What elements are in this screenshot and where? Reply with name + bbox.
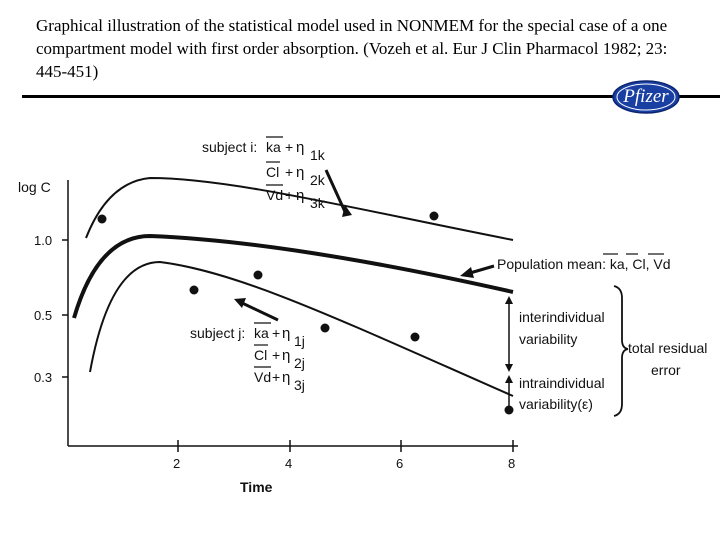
range-arrowhead	[505, 296, 513, 304]
observation-point	[98, 215, 107, 224]
subject-i-label: subject i:	[202, 139, 258, 155]
param-vd: Vd	[254, 369, 272, 385]
subject-j-arrow	[240, 302, 278, 320]
observation-point	[505, 406, 514, 415]
param-vd: Vd	[266, 187, 284, 203]
slide-title: Graphical illustration of the statistical model used in NONMEM for the special case of a one compartment model with first order absorption. (Vozeh et al. Eur J Clin Pharmacol 1982; 23: 445-451)	[36, 16, 668, 81]
y-tick-label: 0.3	[34, 370, 53, 385]
subject-i-annotation	[202, 137, 326, 211]
plus-sign: +	[272, 347, 281, 363]
eta-symbol: η	[282, 325, 291, 342]
x-tick-label: 2	[173, 456, 181, 471]
eta-subscript: 1j	[294, 333, 305, 349]
eta-subscript: 3j	[294, 377, 305, 393]
interindividual-label-line-2: variability	[519, 331, 578, 347]
population-mean-arrowhead	[460, 267, 474, 278]
x-axis-label: Time	[240, 479, 273, 495]
param-ka: ka	[266, 139, 281, 155]
eta-subscript: 1k	[310, 147, 325, 163]
observation-point	[430, 212, 439, 221]
y-tick-label: 1.0	[34, 233, 53, 248]
eta-subscript: 2j	[294, 355, 305, 371]
nonmem-model-diagram	[0, 110, 720, 510]
param-cl: Cl	[254, 347, 268, 363]
observation-point	[254, 271, 263, 280]
intraindividual-label-line-2: variability(ε)	[519, 396, 593, 412]
subject-j-annotation	[190, 323, 305, 393]
intraindividual-label-line-1: intraindividual	[519, 375, 605, 391]
plus-sign: +	[285, 139, 294, 155]
observation-point	[321, 324, 330, 333]
total-residual-label-line-1: total residual	[628, 340, 708, 356]
population-mean-label: Population mean: ka, Cl, Vd	[497, 256, 671, 272]
total-residual-bracket	[614, 286, 628, 416]
plus-sign: +	[285, 164, 294, 180]
param-cl: Cl	[266, 164, 280, 180]
eta-subscript: 2k	[310, 172, 325, 188]
total-residual-label-line-2: error	[651, 362, 681, 378]
population-mean-curve	[74, 236, 513, 318]
subject-j-curve	[90, 262, 513, 396]
plus-sign: +	[285, 187, 294, 203]
subject-j-label: subject j:	[190, 325, 246, 341]
eta-symbol: η	[282, 347, 291, 364]
param-ka: ka	[254, 325, 269, 341]
eta-symbol: η	[282, 369, 291, 386]
x-tick-label: 6	[396, 456, 404, 471]
logo-text: Pfizer	[623, 86, 669, 107]
range-arrowhead	[505, 364, 513, 372]
observation-point	[190, 286, 199, 295]
observation-point	[411, 333, 420, 342]
eta-subscript: 3k	[310, 195, 325, 211]
eta-symbol: η	[296, 187, 305, 204]
x-tick-label: 4	[285, 456, 293, 471]
y-axis-label: log C	[18, 179, 51, 195]
eta-symbol: η	[296, 164, 305, 181]
eta-symbol: η	[296, 139, 305, 156]
plus-sign: +	[272, 369, 281, 385]
x-tick-label: 8	[508, 456, 516, 471]
population-mean-arrow	[470, 266, 494, 273]
interindividual-label-line-1: interindividual	[519, 309, 605, 325]
plus-sign: +	[272, 325, 281, 341]
range-arrowhead	[505, 375, 513, 383]
y-tick-label: 0.5	[34, 308, 53, 323]
subject-i-arrow	[326, 170, 346, 214]
